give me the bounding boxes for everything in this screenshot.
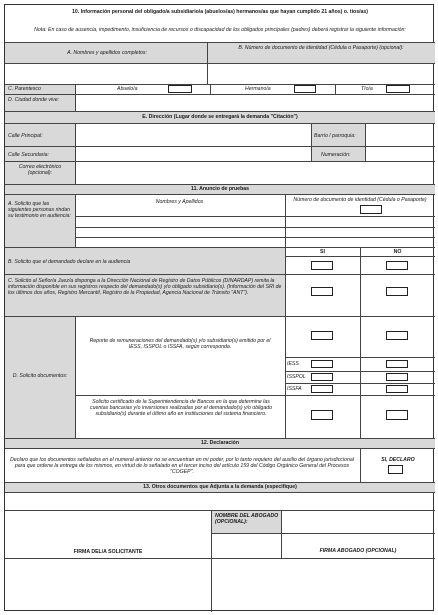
number-input[interactable] (367, 148, 433, 160)
section11-title: 11. Anuncio de pruebas (190, 186, 250, 192)
institution-issfa: ISSFA (287, 386, 302, 392)
main-street-input[interactable] (77, 125, 309, 145)
neighborhood-label: Barrio / parroquia: (314, 133, 356, 139)
kinship-checkbox-grandparent[interactable] (168, 85, 192, 93)
iess-yes-checkbox[interactable] (311, 360, 333, 368)
legal-form (4, 4, 434, 611)
applicant-signature-label: FIRMA DEL/A SOLICITANTE (73, 549, 143, 555)
id-input[interactable] (209, 64, 433, 83)
lawyer-signature-field[interactable] (213, 560, 433, 610)
address-title: E. Dirección (Lugar donde se entregará la demanda "Citación") (142, 114, 298, 120)
lawyer-name-label: NOMBRE DEL ABOGADO (OPCIONAL): (215, 513, 279, 525)
bank-certificate-no-checkbox[interactable] (386, 410, 408, 420)
issfa-yes-checkbox[interactable] (311, 385, 333, 393)
witness-name-input-1[interactable] (77, 217, 283, 226)
lawyer-name-input[interactable] (283, 512, 433, 532)
email-label: Correo electrónico (opcional): (18, 164, 62, 176)
section10-title: 10. Información personal del obligado/a subsidiario/a (abuelos/as) hermanos/as que hayan cumplido 21 años) o. tíos/as) (71, 9, 369, 15)
email-input[interactable] (77, 163, 433, 183)
dinardap-request-text: C. Solicito al Señor/a Juez/a disponga a la Dirección Nacional de Registro de Datos Públicos (DINARDAP) remita la información disponible en sus registros respecto del demandado(s) y/o obligado subsidiario(s). (Información del SRI de los últimos dos años, Registro Mercantil, Registro de la Propiedad, Agencia Nacional de Tránsito "ANT"). (8, 278, 282, 296)
secondary-street-input[interactable] (77, 148, 309, 160)
witnesses-label: A. Solicito que las siguientes personas rindan su testimonio en audiencia: (8, 201, 71, 219)
witness-id-input-3[interactable] (287, 238, 433, 246)
applicant-signature-field[interactable] (7, 560, 209, 610)
city-label: D. Ciudad donde vive: (8, 97, 60, 103)
names-label: A. Nombres y apellidos completos: (67, 50, 147, 56)
id-label: B. Número de documento de identidad (Cédula o Pasaporte) (opcional): (238, 45, 404, 51)
documents-label: D. Solicito documentos: (12, 373, 68, 379)
kinship-option-1: Abuelo/a (117, 86, 138, 92)
kinship-checkbox-sibling[interactable] (294, 85, 316, 93)
dinardap-no-checkbox[interactable] (386, 287, 408, 296)
kinship-checkbox-uncle[interactable] (386, 85, 410, 93)
bank-certificate-yes-checkbox[interactable] (311, 410, 333, 420)
no-header: NO (393, 249, 402, 255)
remuneration-yes-checkbox[interactable] (311, 331, 333, 340)
institution-isspol: ISSPOL (287, 374, 306, 380)
section13-title: 13. Otros documentos que Adjunta a la demanda (especifique) (143, 484, 297, 490)
yes-header: SI (320, 249, 325, 255)
section10-note: Nota: En caso de ausencia, impedimento, insuficiencia de recursos o discapacidad de los obligados principales (padres) deberá registrar la siguiente información: (34, 27, 406, 33)
witness-name-input-3[interactable] (77, 238, 283, 246)
kinship-option-2: Hermano/a (245, 86, 271, 92)
iess-no-checkbox[interactable] (386, 360, 408, 368)
witness-id-input-1[interactable] (287, 217, 433, 226)
witness-id-header: Número de documento de identidad (Cédula o Pasaporte) (293, 197, 427, 203)
defendant-declare-label: B. Solicito que el demandado declare en la audiencia (8, 259, 131, 265)
bank-certificate-text: Solicito certificado de la Superintendencia de Bancos en la que determine las cuentas bancarias y/o inversiones realizadas por el demandado(s) y/o obligado subsidiario(s) durante el último año en instituciones del sistema financiero. (90, 399, 272, 417)
declare-label: SI, DECLARO (381, 457, 415, 463)
witness-name-input-2[interactable] (77, 228, 283, 237)
lawyer-signature-label: FIRMA ABOGADO (OPCIONAL) (319, 548, 397, 554)
issfa-no-checkbox[interactable] (386, 385, 408, 393)
isspol-yes-checkbox[interactable] (311, 373, 333, 381)
defendant-declare-yes-checkbox[interactable] (311, 261, 333, 270)
kinship-option-3: Tío/a (361, 86, 373, 92)
remuneration-no-checkbox[interactable] (386, 331, 408, 340)
number-label: Numeración: (321, 152, 351, 158)
witness-id-input-2[interactable] (287, 228, 433, 237)
institution-iess: IESS (287, 361, 299, 367)
isspol-no-checkbox[interactable] (386, 373, 408, 381)
declare-checkbox[interactable] (388, 465, 403, 474)
witness-names-header: Nombres y Apellidos (155, 199, 204, 205)
witness-id-checkbox[interactable] (360, 205, 382, 214)
defendant-declare-no-checkbox[interactable] (386, 261, 408, 270)
section12-title: 12. Declaración (200, 440, 240, 446)
kinship-label: C. Parentesco (8, 86, 41, 92)
other-documents-input[interactable] (7, 494, 433, 508)
neighborhood-input[interactable] (367, 125, 433, 145)
main-street-label: Calle Principal: (8, 133, 43, 139)
names-input[interactable] (7, 64, 205, 83)
remuneration-report-text: Reporte de remuneraciones del demandado(s) y/o subsidiario(s) emitido por el IESS, ISSPOL o ISSFA, según corresponda. (89, 338, 271, 350)
declaration-text: Declaro que los documentos señalados en el numeral anterior no se encuentran en mi poder, por lo tanto requiero del auxilio del órgano jurisdiccional para que ordene la entrega de los mismos, en virtud de lo señalado en el tercer inciso del artículo 159 del Código Orgánico General del Procesos "COGEP". (10, 457, 354, 475)
city-input[interactable] (77, 96, 433, 110)
secondary-street-label: Calle Secundaria: (8, 152, 49, 158)
dinardap-yes-checkbox[interactable] (311, 287, 333, 296)
